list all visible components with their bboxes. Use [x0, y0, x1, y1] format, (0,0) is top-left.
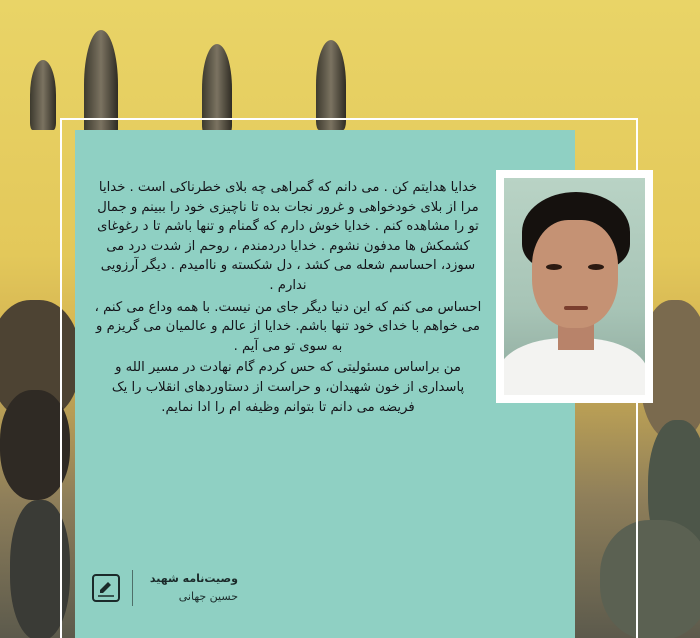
martyr-name: حسین جهانی	[178, 590, 238, 603]
paragraph-1: خدایا هدایتم کن . می دانم که گمراهی چه بلای خطرناکی است . خدایا مرا از بلای خودخواهی و غرور نجات بده تا ناچیزی خود را ببینم و جمال تو را مشاهده کنم . خدایا خوش دارم که گمنام و تنها باشم تا د رغوغای کشمکش ها مدفون نشوم . خدایا دردمندم ، روحم از شدت درد می سوزد، احساسم شعله می کشد ، دل شکسته و ناامیدم . دیگر آرزویی ندارم .	[97, 180, 479, 293]
portrait-photo	[504, 178, 645, 395]
will-text	[92, 178, 484, 417]
signature-title: وصیت‌نامه شهید	[149, 572, 238, 585]
portrait-frame	[496, 170, 653, 403]
paragraph-3: من براساس مسئولیتی که حس کردم گام نهادت در مسیر الله و پاسداری از خون شهیدان، و حراست از دستاوردهای انقلاب را یک فریضه می دانم تا بتوانم وظیفه ام را ادا نمایم.	[111, 360, 465, 415]
signature-block	[88, 566, 248, 610]
paragraph-2: احساس می کنم که این دنیا دیگر جای من نیست. با همه وداع می کنم ، می خواهم با خدای خود تنها باشم. خدایا از عالم و عالمیان می گریزم و به سوی تو می آیم .	[94, 299, 482, 354]
pen-in-box-icon	[92, 574, 120, 602]
signature-divider	[132, 570, 133, 606]
